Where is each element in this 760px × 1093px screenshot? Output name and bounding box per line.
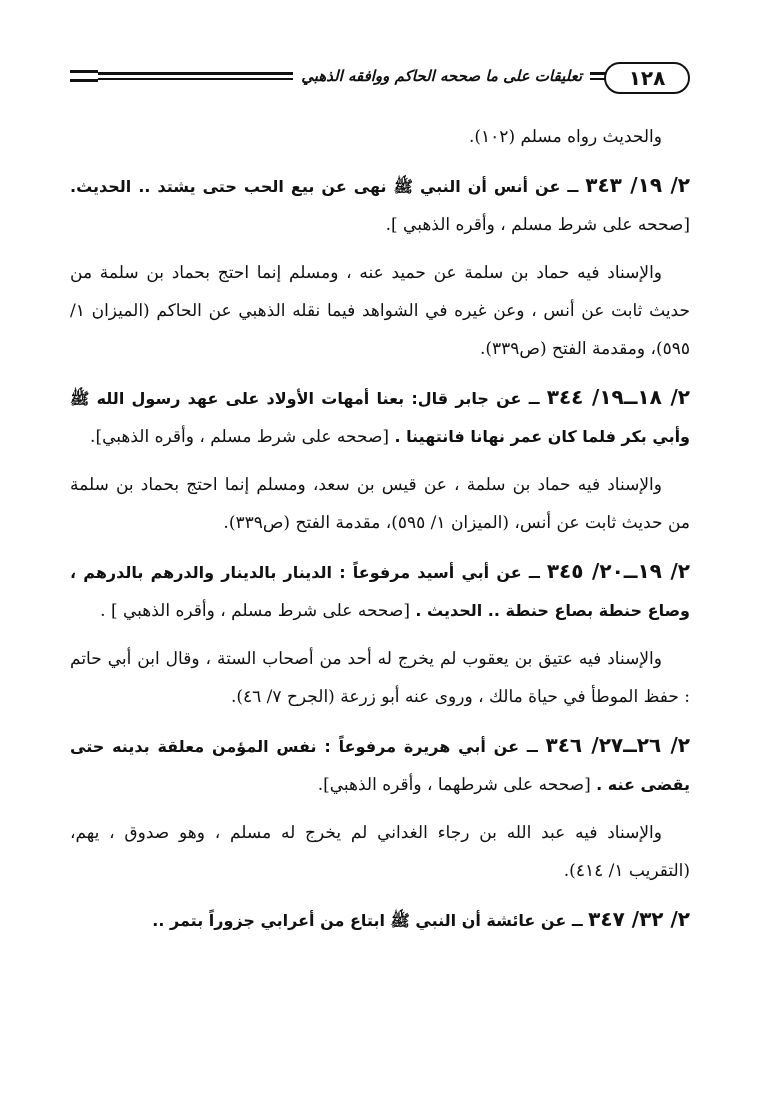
hadith-ruling: [صححه على شرط مسلم ، وأقره الذهبي ] .: [100, 601, 410, 621]
commentary-paragraph: والإسناد فيه حماد بن سلمة ، عن قيس بن سعد، ومسلم إنما احتج بحماد بن سلمة من حديث ثابت عن أنس، (الميزان ١/ ٥٩٥)، مقدمة الفتح (ص٣٣٩).: [70, 475, 690, 533]
page-header: [70, 56, 690, 96]
commentary-paragraph: والإسناد فيه عبد الله بن رجاء الغداني لم يخرج له مسلم ، وهو صدوق ، يهم، (التقريب ١/ ٤١٤).: [70, 823, 690, 881]
page-number: ١٢٨: [604, 62, 690, 94]
commentary-paragraph: والإسناد فيه عتيق بن يعقوب لم يخرج له أحد من أصحاب الستة ، وقال ابن أبي حاتم : حفظ الموطأ في حياة مالك ، وروى عنه أبو زرعة (الجرح ٧/ ٤٦).: [70, 649, 690, 707]
header-end-ornament: [70, 70, 98, 82]
hadith-entry: [70, 378, 690, 456]
commentary-paragraph: والحديث رواه مسلم (١٠٢).: [469, 127, 662, 147]
hadith-entry: [70, 552, 690, 630]
hadith-ruling: [صححه على شرط مسلم ، وأقره الذهبي ].: [385, 215, 690, 235]
hadith-reference-number: ٢/ ١٩/ ٣٤٣: [585, 173, 690, 197]
hadith-reference-number: ٢/ ٣٢/ ٣٤٧: [588, 907, 690, 931]
hadith-ruling: [صححه على شرطهما ، وأقره الذهبي].: [317, 775, 591, 795]
page-body: [70, 118, 690, 950]
hadith-text: ــ عن جابر قال: بعنا أمهات الأولاد على عهد رسول الله ﷺ وأبي بكر فلما كان عمر نهانا فانتهينا .: [70, 389, 690, 446]
hadith-entry: [70, 726, 690, 804]
hadith-reference-number: ٢/ ١٩ــ٢٠/ ٣٤٥: [546, 559, 690, 583]
hadith-reference-number: ٢/ ٢٦ــ٢٧/ ٣٤٦: [545, 733, 690, 757]
commentary-paragraph: والإسناد فيه حماد بن سلمة عن حميد عنه ، ومسلم إنما احتج بحماد بن سلمة من حديث ثابت عن أنس ، وعن غيره في الشواهد فيما نقله الذهبي عن الحاكم (الميزان ١/ ٥٩٥)، ومقدمة الفتح (ص٣٣٩).: [70, 263, 690, 359]
hadith-entry: [70, 900, 690, 940]
hadith-ruling: [صححه على شرط مسلم ، وأقره الذهبي].: [90, 427, 390, 447]
hadith-entry: [70, 166, 690, 244]
hadith-text: ــ عن أبي هريرة مرفوعاً : نفس المؤمن معلقة بدينه حتى يقضى عنه .: [70, 737, 690, 794]
hadith-text: ــ عن عائشة أن النبي ﷺ ابتاع من أعرابي جزوراً بتمر ..: [152, 911, 583, 930]
hadith-reference-number: ٢/ ١٨ــ١٩/ ٣٤٤: [546, 385, 690, 409]
running-title: تعليقات على ما صححه الحاكم ووافقه الذهبي: [293, 56, 590, 96]
hadith-text: ــ عن أبي أسيد مرفوعاً : الدينار بالدينار والدرهم بالدرهم ، وصاع حنطة بصاع حنطة .. الحديث .: [70, 563, 690, 620]
hadith-text: ــ عن أنس أن النبي ﷺ نهى عن بيع الحب حتى يشتد .. الحديث.: [70, 177, 579, 196]
